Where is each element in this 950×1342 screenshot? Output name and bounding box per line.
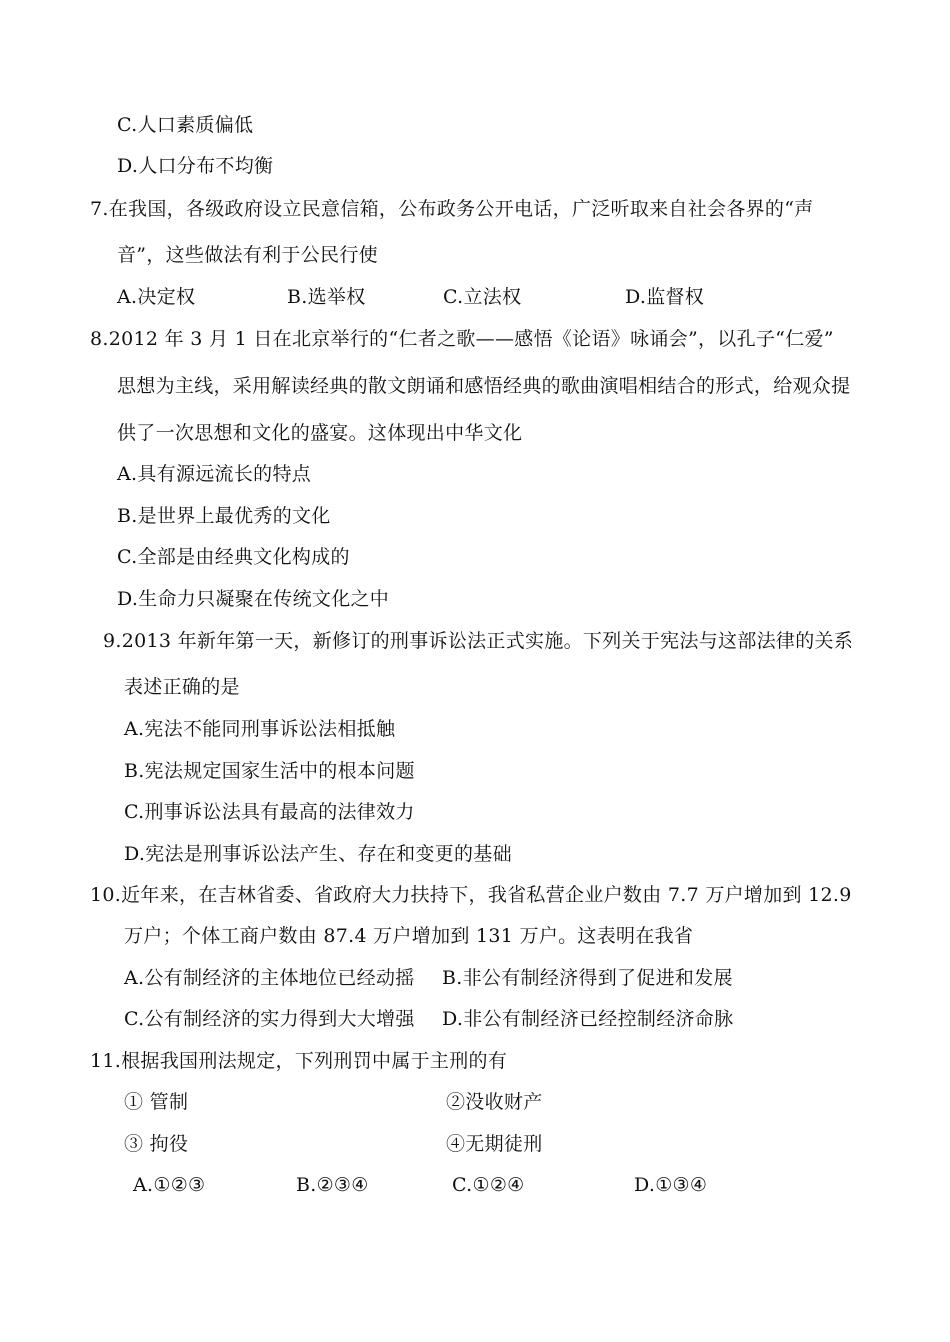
q7-stem-line2: 音”，这些做法有利于公民行使 xyxy=(117,244,378,266)
q7-stem-line1: 7.在我国，各级政府设立民意信箱，公布政务公开电话，广泛听取来自社会各界的“声 xyxy=(90,198,814,220)
q7-option-d: D.监督权 xyxy=(625,286,705,308)
q9-stem-line2: 表述正确的是 xyxy=(124,676,240,698)
q11-option-b: B.②③④ xyxy=(296,1174,369,1196)
q8-option-c: C.全部是由经典文化构成的 xyxy=(117,546,350,568)
q9-option-c: C.刑事诉讼法具有最高的法律效力 xyxy=(124,801,415,823)
q10-option-a: A.公有制经济的主体地位已经动摇 xyxy=(124,967,415,989)
q11-item-4: ④无期徒刑 xyxy=(446,1133,543,1155)
q7-option-b: B.选举权 xyxy=(287,286,366,308)
q8-stem-line3: 供了一次思想和文化的盛宴。这体现出中华文化 xyxy=(117,422,523,444)
q11-item-2: ②没收财产 xyxy=(446,1091,543,1113)
q8-option-b: B.是世界上最优秀的文化 xyxy=(117,505,331,527)
q10-stem-line2: 万户；个体工商户数由 87.4 万户增加到 131 万户。这表明在我省 xyxy=(124,925,694,947)
q9-option-b: B.宪法规定国家生活中的根本问题 xyxy=(124,760,415,782)
q10-option-d: D.非公有制经济已经控制经济命脉 xyxy=(442,1008,734,1030)
q6-option-c: C.人口素质偏低 xyxy=(117,114,254,136)
q8-stem-line2: 思想为主线，采用解读经典的散文朗诵和感悟经典的歌曲演唱相结合的形式，给观众提 xyxy=(117,375,851,397)
q8-stem-line1: 8.2012 年 3 月 1 日在北京举行的“仁者之歌——感悟《论语》咏诵会”，以孔子“仁爱” xyxy=(90,328,834,350)
q6-option-d: D.人口分布不均衡 xyxy=(117,155,274,177)
q11-option-c: C.①②④ xyxy=(452,1174,525,1196)
q11-item-1: ① 管制 xyxy=(124,1091,189,1113)
q11-item-3: ③ 拘役 xyxy=(124,1133,189,1155)
q11-option-d: D.①③④ xyxy=(634,1174,708,1196)
q10-stem-line1: 10.近年来，在吉林省委、省政府大力扶持下，我省私营企业户数由 7.7 万户增加到 12.9 xyxy=(90,884,852,906)
q9-option-d: D.宪法是刑事诉讼法产生、存在和变更的基础 xyxy=(124,843,512,865)
q9-stem-line1: 9.2013 年新年第一天，新修订的刑事诉讼法正式实施。下列关于宪法与这部法律的关系 xyxy=(103,630,854,652)
q10-option-b: B.非公有制经济得到了促进和发展 xyxy=(442,967,733,989)
q10-option-c: C.公有制经济的实力得到大大增强 xyxy=(124,1008,415,1030)
q7-option-a: A.决定权 xyxy=(117,286,196,308)
q9-option-a: A.宪法不能同刑事诉讼法相抵触 xyxy=(124,718,396,740)
q8-option-a: A.具有源远流长的特点 xyxy=(117,463,312,485)
q7-option-c: C.立法权 xyxy=(443,286,522,308)
q11-stem-line1: 11.根据我国刑法规定，下列刑罚中属于主刑的有 xyxy=(90,1050,508,1072)
q11-option-a: A.①②③ xyxy=(133,1174,206,1196)
q8-option-d: D.生命力只凝聚在传统文化之中 xyxy=(117,588,390,610)
